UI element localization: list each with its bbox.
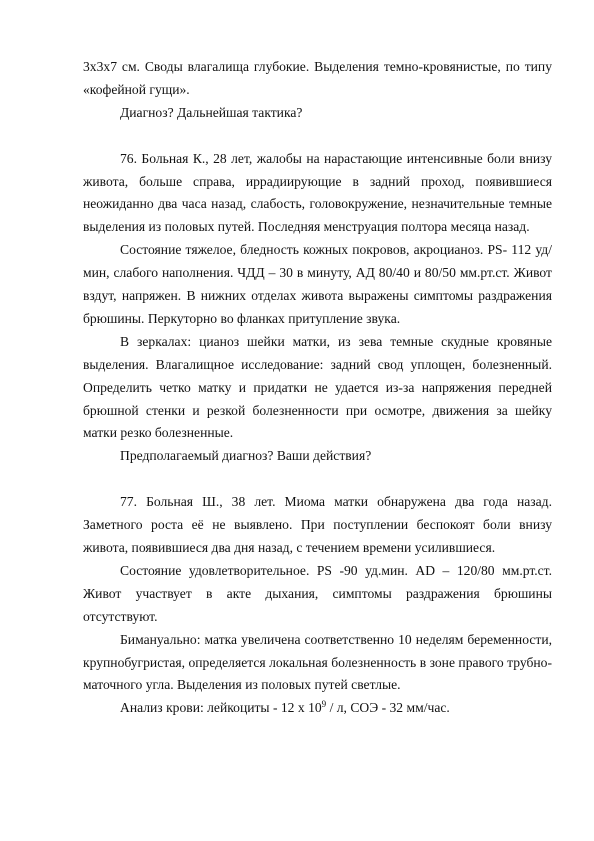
paragraph-continuation: 3х3х7 см. Своды влагалища глубокие. Выделения темно-кровянистые, по типу «кофейной гущи». (83, 59, 552, 97)
case-76-complaints: 76. Больная К., 28 лет, жалобы на нарастающие интенсивные боли внизу живота, больше справа, иррадиирующие в задний проход, появившиеся неожиданно два часа назад, слабость, головокружение, незначительные темные выделения из половых путей. Последняя менструация полтора месяца назад. (83, 150, 552, 235)
blood-test-text-end: / л, СОЭ - 32 мм/час. (326, 700, 450, 716)
document-page (83, 56, 552, 720)
spacer (83, 468, 552, 491)
case-76-status: Состояние тяжелое, бледность кожных покровов, акроцианоз. PS- 112 уд/мин, слабого наполнения. ЧДД – 30 в минуту, АД 80/40 и 80/50 мм.рт.ст. Живот вздут, напряжен. В нижних отделах живота выражены симптомы раздражения брюшины. Перкуторно во фланках притупление звука. (83, 242, 552, 326)
blood-test-text: Анализ крови: лейкоциты - 12 х 10 (120, 700, 322, 716)
exponent: 9 (321, 699, 327, 710)
case-76-exam: В зеркалах: цианоз шейки матки, из зева темные скудные кровяные выделения. Влагалищное исследование: задний свод уплощен, болезненный. Определить четко матку и придатки не удается из-за напряжения передней брюшной стенки и резкой болезненности при осмотре, движения за шейку матки резко болезненные. (83, 333, 552, 441)
case-77-history: 77. Больная Ш., 38 лет. Миома матки обнаружена два года назад. Заметного роста её не выявлено. При поступлении беспокоят боли внизу живота, появившиеся два дня назад, с течением времени усилившиеся. (83, 494, 552, 555)
case-77-blood-test (83, 697, 552, 720)
case-77-bimanual: Бимануально: матка увеличена соответственно 10 неделям беременности, крупнобугристая, определяется локальная болезненность в зоне правого трубно-маточного угла. Выделения из половых путей светлые. (83, 631, 552, 693)
spacer (83, 125, 552, 148)
question-line: Диагноз? Дальнейшая тактика? (120, 104, 303, 120)
case-77-status: Состояние удовлетворительное. PS -90 уд.мин. AD – 120/80 мм.рт.ст. Живот участвует в акте дыхания, симптомы раздражения брюшины отсутствуют. (83, 562, 552, 624)
case-76-question: Предполагаемый диагноз? Ваши действия? (120, 448, 372, 464)
